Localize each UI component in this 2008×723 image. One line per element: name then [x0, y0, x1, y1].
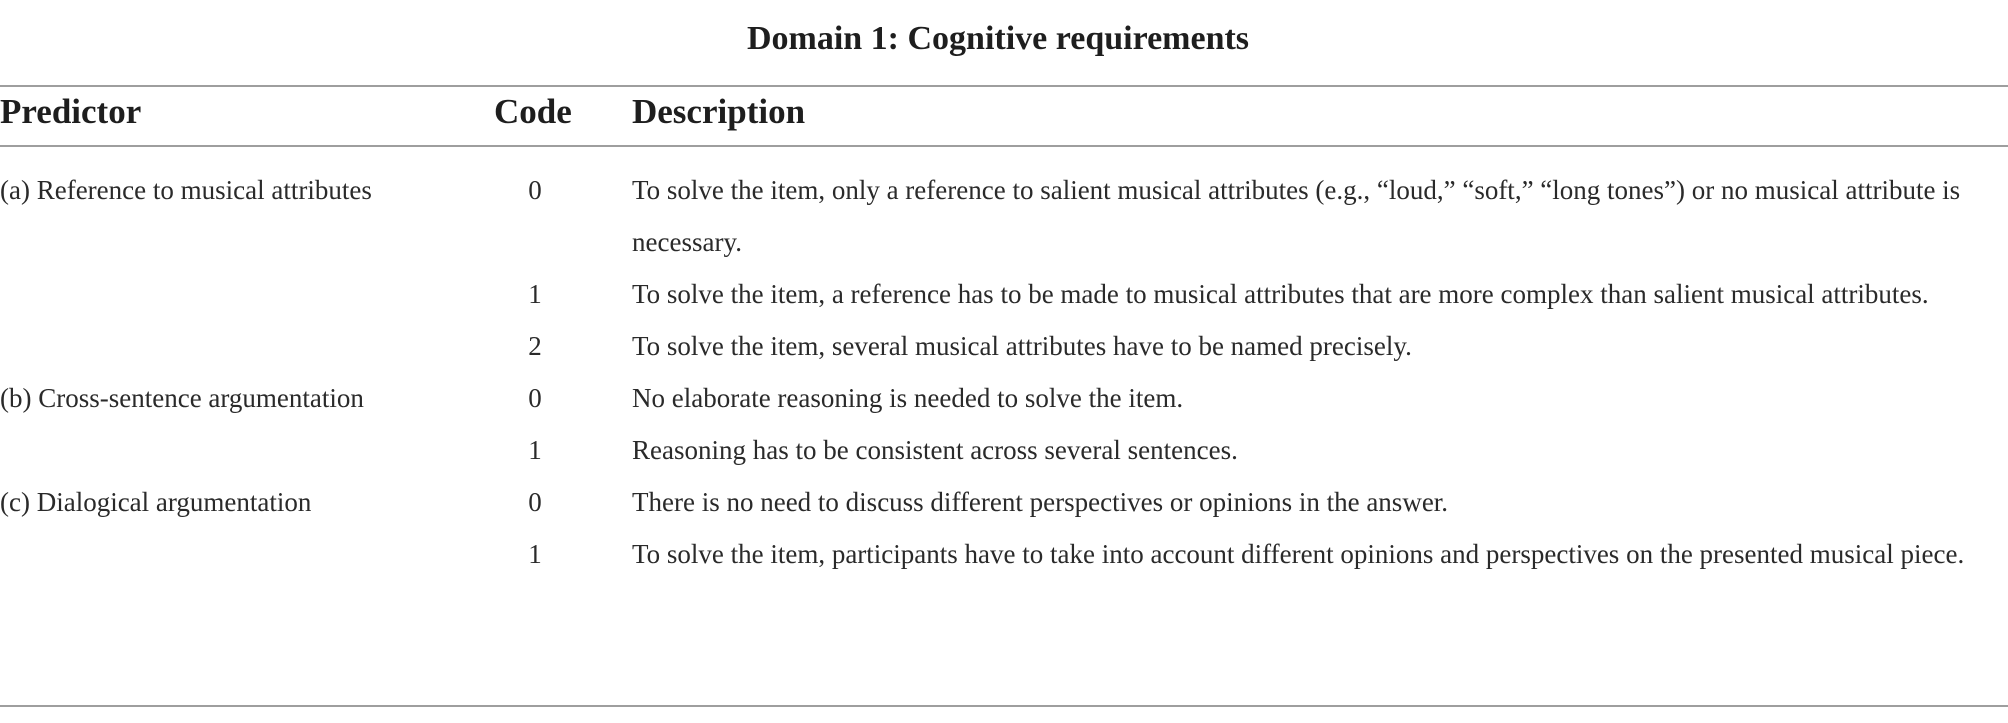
- description-cell: To solve the item, a reference has to be made to musical attributes that are more complex than salient musical attributes.: [632, 279, 1929, 309]
- description-cell: Reasoning has to be consistent across several sentences.: [632, 435, 1238, 465]
- table-row: [0, 320, 2008, 372]
- header-rule: [0, 145, 2008, 147]
- description-cell: To solve the item, several musical attributes have to be named precisely.: [632, 331, 1412, 361]
- column-header-code: Code: [494, 92, 572, 131]
- bottom-rule: [0, 705, 2008, 707]
- predictor-cell: (c) Dialogical argumentation: [0, 487, 312, 517]
- table-row: [0, 424, 2008, 476]
- description-cell: No elaborate reasoning is needed to solve the item.: [632, 383, 1184, 413]
- code-cell: 1: [528, 279, 542, 309]
- column-header-predictor: Predictor: [0, 92, 142, 131]
- description-cell: To solve the item, only a reference to salient musical attributes (e.g., “loud,” “soft,” “long tones”) or no musical attribute is necessary.: [632, 175, 1961, 257]
- column-header-description: Description: [632, 92, 806, 131]
- table-row: [0, 164, 2008, 268]
- table-title: Domain 1: Cognitive requirements: [746, 20, 1250, 57]
- code-cell: 0: [528, 383, 542, 413]
- top-rule: [0, 85, 2008, 87]
- table-row: [0, 268, 2008, 320]
- table-row: [0, 372, 2008, 424]
- table-row: [0, 476, 2008, 528]
- code-cell: 1: [528, 539, 542, 569]
- description-cell: There is no need to discuss different perspectives or opinions in the answer.: [632, 487, 1449, 517]
- description-cell: To solve the item, participants have to take into account different opinions and perspectives on the presented musical piece.: [632, 539, 1965, 569]
- code-cell: 0: [528, 175, 542, 205]
- code-cell: 2: [528, 331, 542, 361]
- code-cell: 1: [528, 435, 542, 465]
- code-cell: 0: [528, 487, 542, 517]
- table-row: [0, 528, 2008, 580]
- predictor-cell: (b) Cross-sentence argumentation: [0, 383, 364, 413]
- table-body: [0, 164, 2008, 580]
- predictor-cell: (a) Reference to musical attributes: [0, 175, 372, 205]
